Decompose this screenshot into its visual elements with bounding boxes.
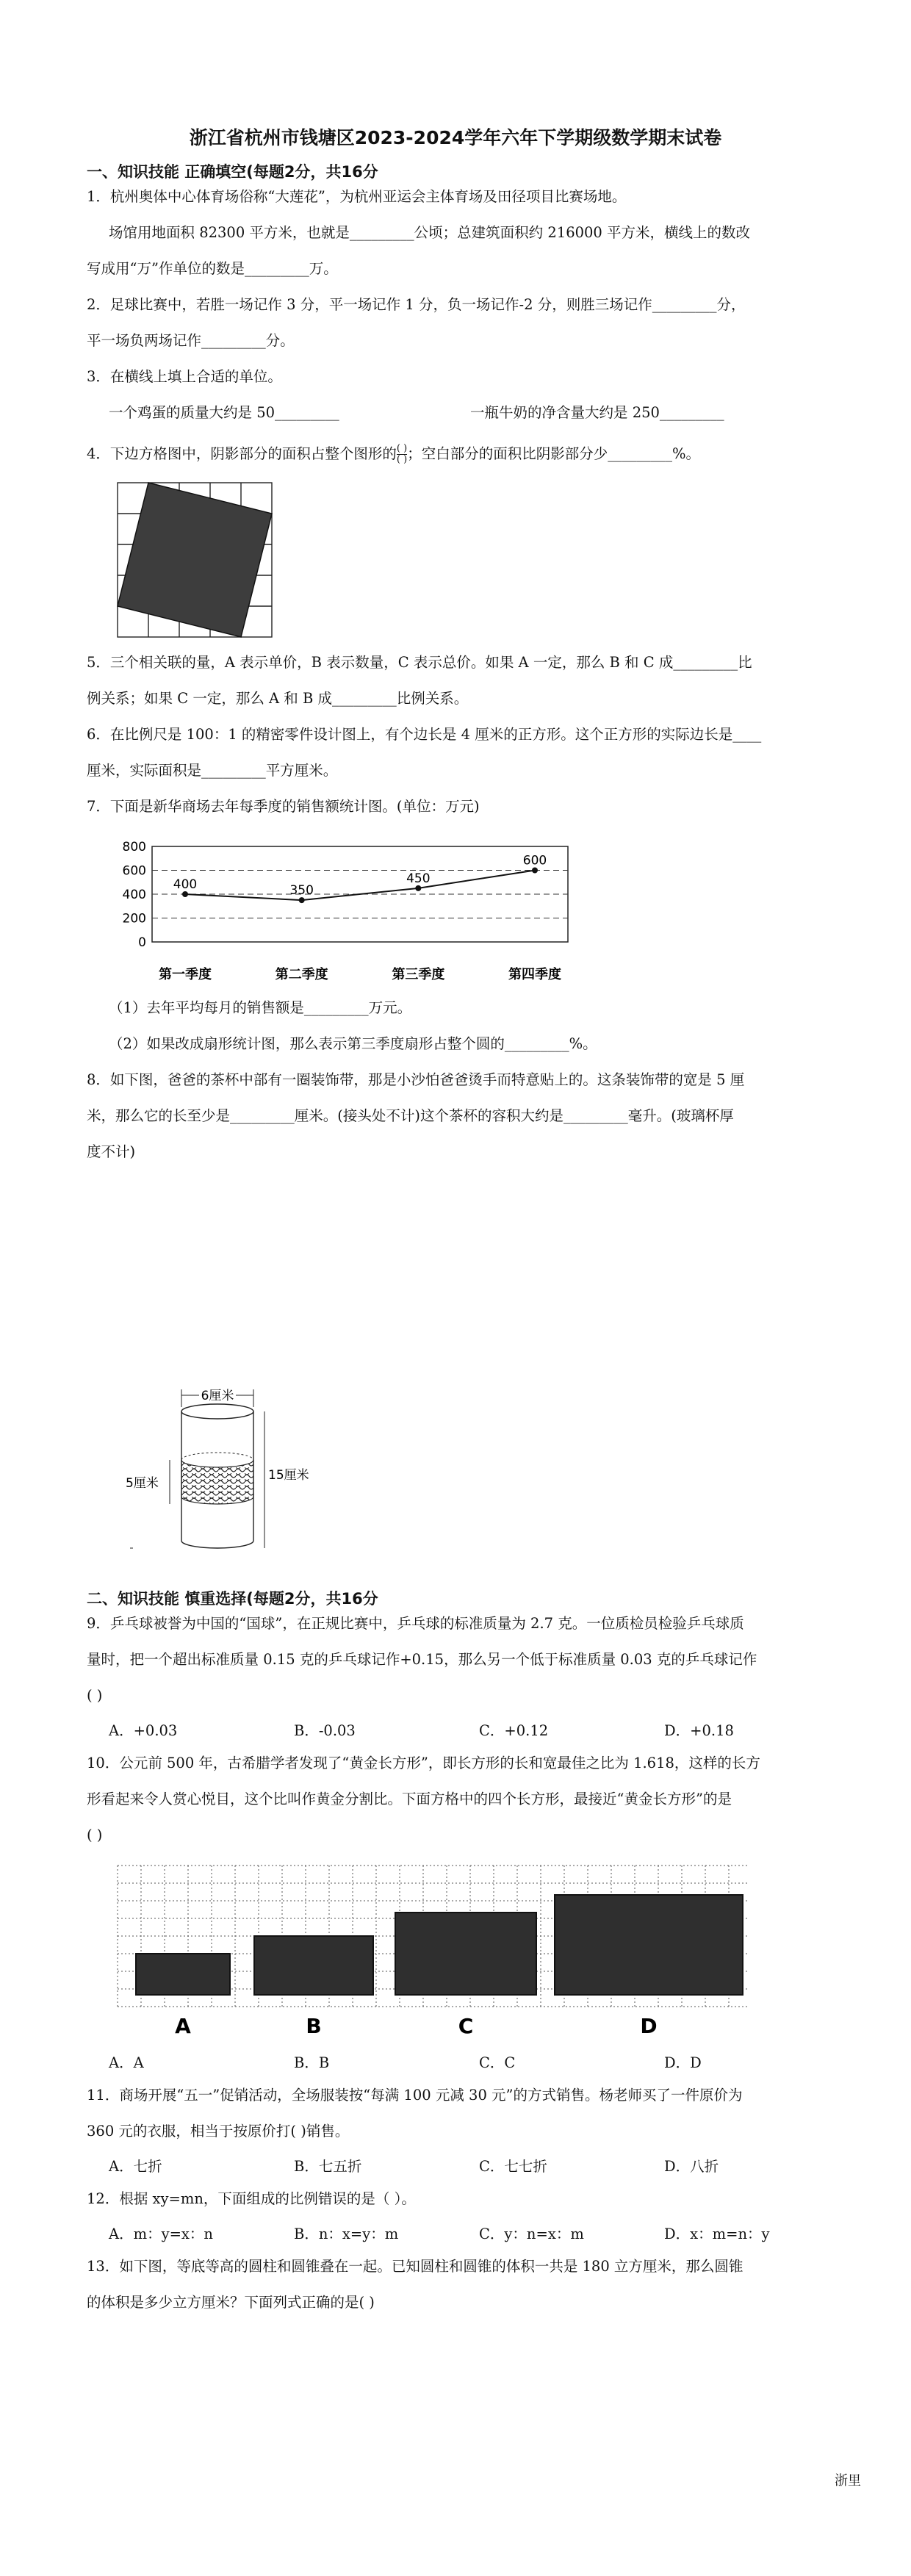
- q4-shaded-square: [118, 483, 272, 637]
- q9-line-3: ( ): [87, 1687, 103, 1704]
- y-tick-label: 200: [122, 911, 146, 927]
- footer-mark: 浙里: [835, 2473, 861, 2489]
- q13-line-1: 13．如下图，等底等高的圆柱和圆锥叠在一起。已知圆柱和圆锥的体积一共是 180 立方厘米，那么圆锥: [87, 2258, 743, 2275]
- q8-line-3: 度不计): [87, 1143, 136, 1160]
- cup-left-label: 5厘米: [126, 1476, 159, 1491]
- q4-numerator: ( ): [396, 443, 408, 454]
- q3-egg: 一个鸡蛋的质量大约是 50_________: [109, 404, 339, 421]
- rect-label-d: D: [640, 2014, 658, 2038]
- series-line: [185, 871, 535, 901]
- q11-line-2: 360 元的衣服，相当于按原价打( )销售。: [87, 2123, 350, 2140]
- q9-line-2: 量时，把一个超出标准质量 0.15 克的乒乓球记作+0.15，那么另一个低于标准质量 0.03 克的乒乓球记作: [87, 1651, 757, 1668]
- rect-label-a: A: [175, 2014, 191, 2038]
- q4-text-2: ；空白部分的面积比阴影部分少_________%。: [407, 445, 700, 462]
- q7-line-chart: [107, 836, 577, 987]
- data-label: 600: [522, 853, 547, 868]
- rect-label-c: C: [458, 2014, 474, 2038]
- cup-decorative-band: [181, 1460, 253, 1504]
- q11-option-a[interactable]: A．七折: [109, 2158, 162, 2175]
- q12-option-b[interactable]: B．n：x=y：m: [294, 2226, 399, 2242]
- q12-option-d[interactable]: D．x：m=n：y: [664, 2226, 770, 2242]
- category-label: 第二季度: [275, 967, 328, 982]
- y-tick-label: 600: [122, 863, 146, 879]
- q2-line-1: 2．足球比赛中，若胜一场记作 3 分，平一场记作 1 分，负一场记作-2 分，则胜三场记作_________分，: [87, 296, 746, 313]
- q8-line-2: 米，那么它的长至少是_________厘米。(接头处不计)这个茶杯的容积大约是_________毫升。(玻璃杯厚: [87, 1107, 734, 1124]
- q7-sub-2: （2）如果改成扇形统计图，那么表示第三季度扇形占整个圆的_________%。: [109, 1035, 597, 1052]
- q9-option-b[interactable]: B．-0.03: [294, 1722, 356, 1739]
- q10-line-2: 形看起来令人赏心悦目，这个比叫作黄金分割比。下面方格中的四个长方形，最接近“黄金长方形”的是: [87, 1791, 732, 1807]
- q12-option-a[interactable]: A．m：y=x：n: [109, 2226, 213, 2242]
- category-label: 第三季度: [392, 967, 445, 982]
- q10-rectangles-figure: [110, 1863, 757, 2046]
- q9-line-1: 9．乒乓球被誉为中国的“国球”，在正规比赛中，乒乓球的标准质量为 2.7 克。一位质检员检验乒乓球质: [87, 1615, 744, 1632]
- q10-line-3: ( ): [87, 1827, 103, 1843]
- rect-d: [555, 1895, 743, 1995]
- q5-line-2: 例关系；如果 C 一定，那么 A 和 B 成_________比例关系。: [87, 690, 469, 707]
- q10-line-1: 10．公元前 500 年，古希腊学者发现了“黄金长方形”，即长方形的长和宽最佳之比为 1.618，这样的长方: [87, 1755, 760, 1771]
- q6-line-1: 6．在比例尺是 100：1 的精密零件设计图上，有个边长是 4 厘米的正方形。这个正方形的实际边长是____: [87, 726, 762, 743]
- q10-option-b[interactable]: B．B: [294, 2054, 330, 2071]
- q9-option-c[interactable]: C．+0.12: [479, 1722, 549, 1739]
- rect-c: [395, 1913, 536, 1995]
- q5-line-1: 5．三个相关联的量，A 表示单价，B 表示数量，C 表示总价。如果 A 一定，那么 B 和 C 成_________比: [87, 654, 752, 671]
- q4-line: [87, 444, 843, 465]
- data-point: [182, 891, 188, 897]
- q9-option-a[interactable]: A．+0.03: [109, 1722, 178, 1739]
- q4-denominator: ( ): [396, 454, 408, 465]
- q6-line-2: 厘米，实际面积是_________平方厘米。: [87, 762, 338, 779]
- y-tick-label: 0: [138, 935, 146, 950]
- q2-line-2: 平一场负两场记作_________分。: [87, 332, 295, 349]
- q7-sub-1: （1）去年平均每月的销售额是_________万元。: [109, 999, 412, 1016]
- section-2-heading: 二、知识技能 慎重选择(每题2分，共16分: [87, 1590, 378, 1608]
- rect-label-b: B: [306, 2014, 322, 2038]
- cup-right-label: 15厘米: [268, 1468, 309, 1483]
- q12-line-1: 12．根据 xy=mn，下面组成的比例错误的是（ ）。: [87, 2190, 416, 2207]
- cup-top-label: 6厘米: [201, 1389, 234, 1403]
- q1-line-3: 写成用“万”作单位的数是_________万。: [87, 260, 338, 277]
- q9-option-d[interactable]: D．+0.18: [664, 1722, 734, 1739]
- data-point: [415, 885, 421, 891]
- q10-option-a[interactable]: A．A: [109, 2054, 144, 2071]
- section-1-heading: 一、知识技能 正确填空(每题2分，共16分: [87, 163, 378, 181]
- page-title: 浙江省杭州市钱塘区2023-2024学年六年下学期级数学期末试卷: [189, 127, 722, 148]
- q4-text: 4．下边方格图中，阴影部分的面积占整个图形的: [87, 445, 397, 462]
- q10-option-d[interactable]: D．D: [664, 2054, 702, 2071]
- q13-line-2: 的体积是多少立方厘米？下面列式正确的是( ): [87, 2294, 375, 2311]
- q11-option-d[interactable]: D．八折: [664, 2158, 719, 2175]
- data-point: [299, 897, 305, 903]
- category-label: 第一季度: [159, 967, 212, 982]
- q4-fraction: [397, 444, 407, 465]
- q11-option-c[interactable]: C．七七折: [479, 2158, 547, 2175]
- q11-line-1: 11．商场开展“五一”促销活动，全场服装按“每满 100 元减 30 元”的方式销售。杨老师买了一件原价为: [87, 2087, 743, 2104]
- q3-milk: 一瓶牛奶的净含量大约是 250_________: [470, 404, 724, 421]
- q8-line-1: 8．如下图，爸爸的茶杯中部有一圈装饰带，那是小沙怕爸爸烫手而特意贴上的。这条装饰带的宽是 5 厘: [87, 1071, 745, 1088]
- q4-grid-figure: [116, 481, 274, 639]
- data-label: 350: [289, 883, 314, 899]
- y-tick-label: 400: [122, 888, 146, 902]
- rect-b: [254, 1936, 373, 1995]
- q12-option-c[interactable]: C．y：n=x：m: [479, 2226, 584, 2242]
- q1-line-2: 场馆用地面积 82300 平方米，也就是_________公顷；总建筑面积约 216000 平方米，横线上的数改: [109, 224, 751, 241]
- y-tick-label: 800: [122, 840, 146, 855]
- q11-option-b[interactable]: B．七五折: [294, 2158, 362, 2175]
- data-label: 450: [406, 871, 431, 886]
- q7-line-1: 7．下面是新华商场去年每季度的销售额统计图。(单位：万元): [87, 798, 480, 815]
- q10-option-c[interactable]: C．C: [479, 2054, 516, 2071]
- data-point: [532, 868, 538, 874]
- q8-cup-figure: [121, 1385, 312, 1561]
- rect-a: [136, 1954, 230, 1995]
- q3-line-1: 3．在横线上填上合适的单位。: [87, 368, 282, 385]
- q1-line-1: 1．杭州奥体中心体育场俗称“大莲花”，为杭州亚运会主体育场及田径项目比赛场地。: [87, 188, 627, 205]
- category-label: 第四季度: [508, 967, 561, 982]
- data-label: 400: [173, 877, 198, 892]
